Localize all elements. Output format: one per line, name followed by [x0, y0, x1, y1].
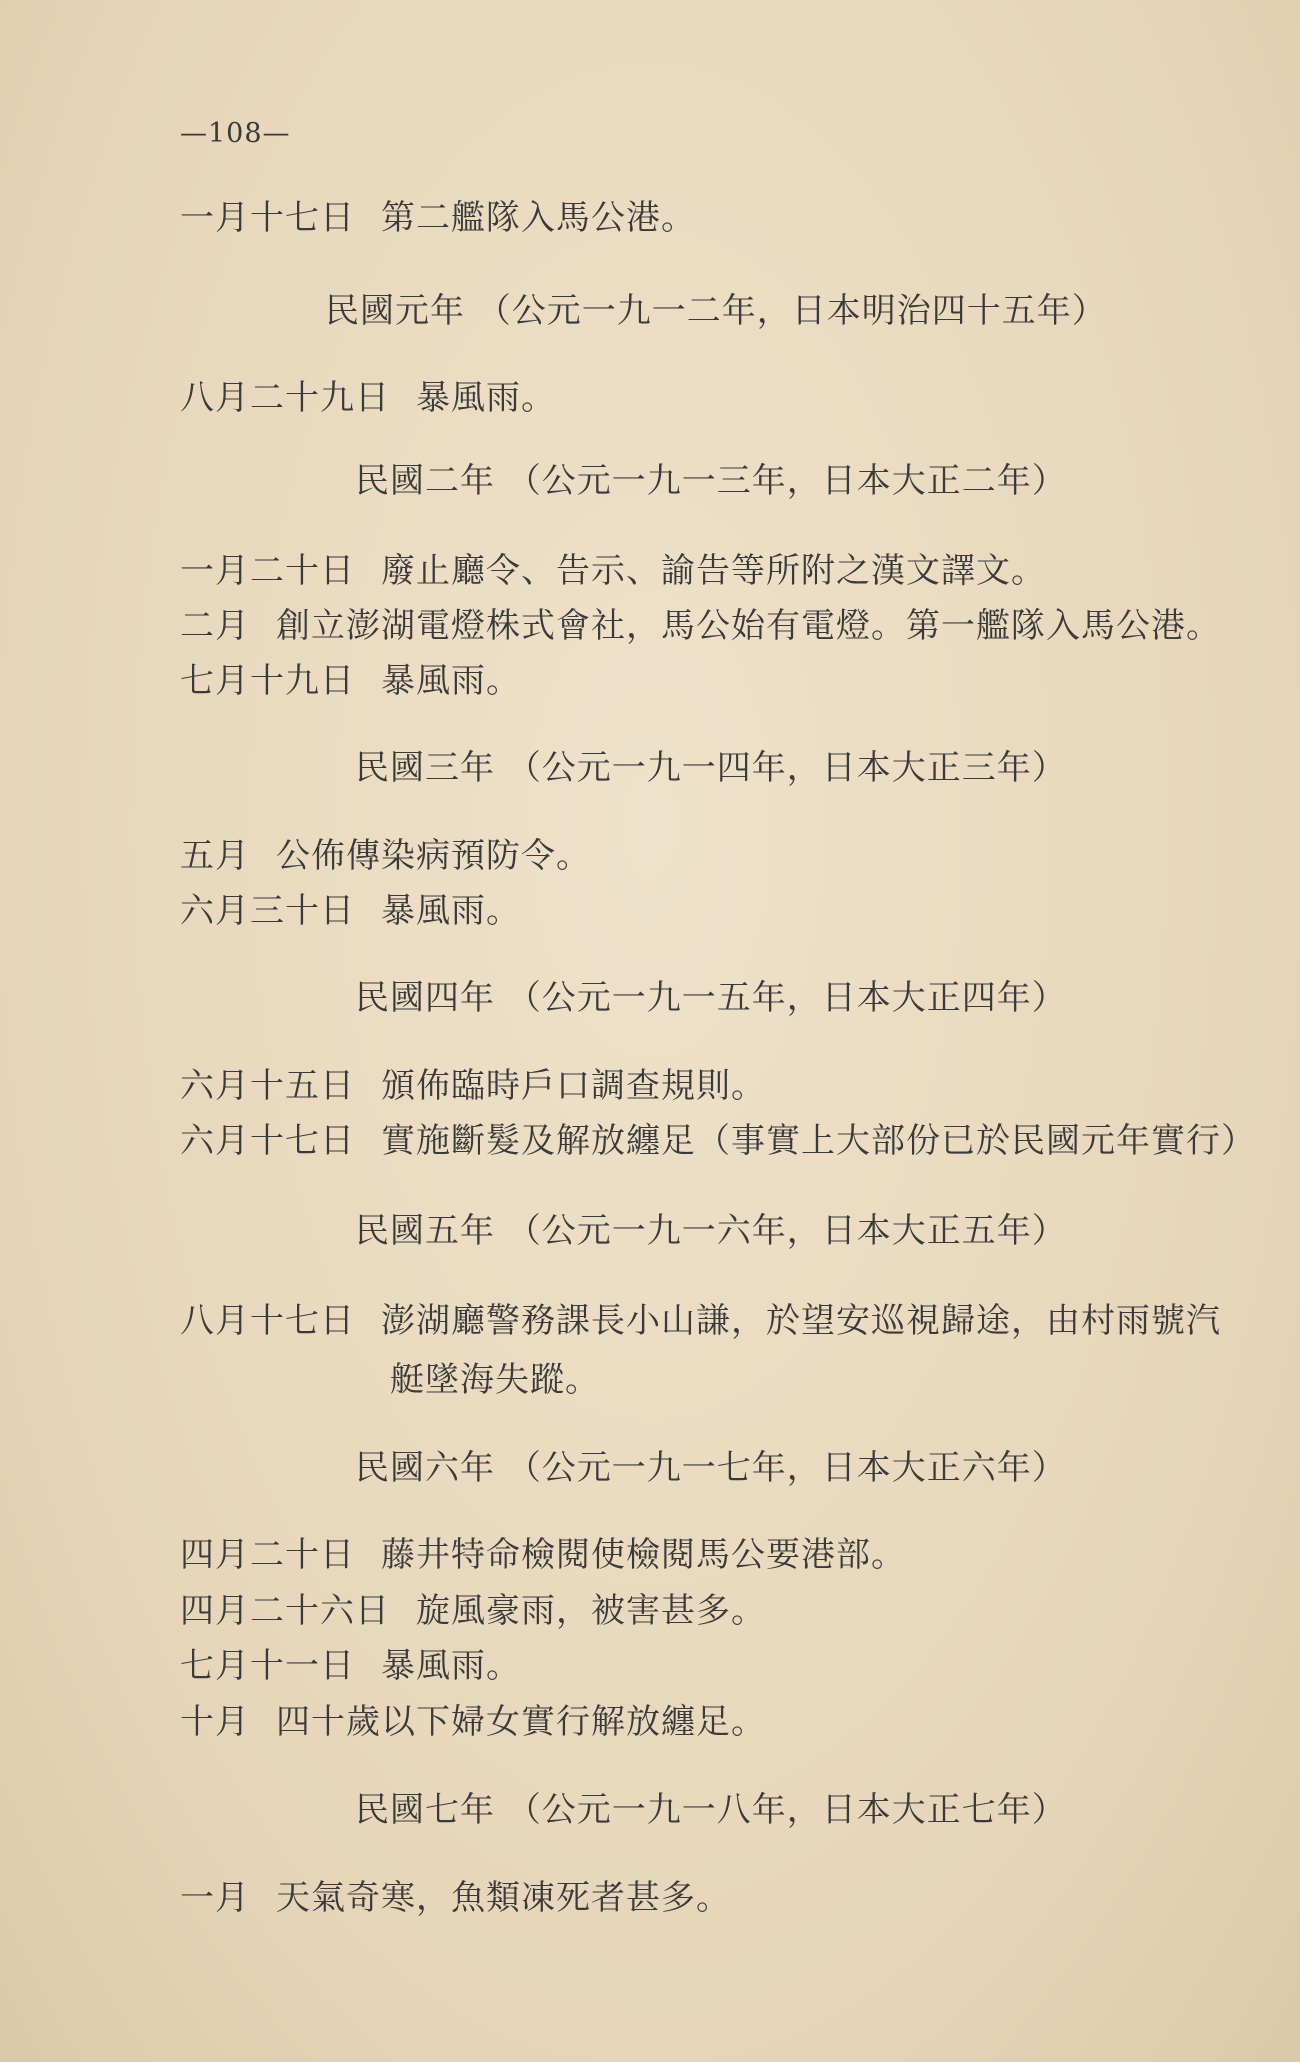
entry-text: 四十歲以下婦女實行解放纏足。 — [276, 1702, 766, 1742]
entry-date: 七月十九日 — [180, 661, 355, 701]
entry-text: 暴風雨。 — [381, 1646, 521, 1686]
entry-date: 一月十七日 — [180, 198, 355, 238]
entry-text: 實施斷髮及解放纏足（事實上大部份已於民國元年實行） — [381, 1121, 1256, 1161]
entry — [180, 1527, 906, 1576]
entry-text: 暴風雨。 — [381, 661, 521, 701]
entry-text: 旋風豪雨，被害甚多。 — [416, 1591, 766, 1631]
entry — [180, 1058, 766, 1107]
entry-text: 澎湖廳警務課長小山謙，於望安巡視歸途，由村雨號汽 — [381, 1301, 1221, 1341]
entry-text: 天氣奇寒，魚類凍死者甚多。 — [276, 1878, 731, 1918]
entry-date: 六月十五日 — [180, 1066, 355, 1106]
entry-date: 二月 — [180, 606, 250, 646]
year-heading: 民國六年 （公元一九一七年，日本大正六年） — [355, 1448, 1067, 1488]
year-heading: 民國七年 （公元一九一八年，日本大正七年） — [355, 1790, 1067, 1830]
entry-date: 六月十七日 — [180, 1121, 355, 1161]
entry — [180, 190, 696, 239]
entry — [180, 598, 1221, 647]
entry-text: 創立澎湖電燈株式會社，馬公始有電燈。第一艦隊入馬公港。 — [276, 606, 1221, 646]
entry — [180, 1870, 731, 1919]
entry-date: 十月 — [180, 1702, 250, 1742]
entry-date: 七月十一日 — [180, 1646, 355, 1686]
entry-text-continued: 艇墜海失蹤。 — [390, 1360, 600, 1400]
entry-date: 六月三十日 — [180, 891, 355, 931]
entry — [180, 883, 521, 932]
page-number: —108— — [180, 118, 291, 149]
year-heading: 民國三年 （公元一九一四年，日本大正三年） — [355, 748, 1067, 788]
entry — [180, 653, 521, 702]
entry — [180, 1638, 521, 1687]
entry — [180, 370, 556, 419]
entry — [180, 1293, 1221, 1342]
entry-text: 廢止廳令、告示、諭告等所附之漢文譯文。 — [381, 551, 1046, 591]
year-heading: 民國五年 （公元一九一六年，日本大正五年） — [355, 1211, 1067, 1251]
year-heading: 民國元年 （公元一九一二年，日本明治四十五年） — [325, 291, 1107, 331]
entry-text: 公佈傳染病預防令。 — [276, 836, 591, 876]
entry-date: 一月 — [180, 1878, 250, 1918]
entry-date: 五月 — [180, 836, 250, 876]
entry — [180, 1694, 766, 1743]
entry-date: 一月二十日 — [180, 551, 355, 591]
entry-text: 暴風雨。 — [381, 891, 521, 931]
year-heading: 民國二年 （公元一九一三年，日本大正二年） — [355, 461, 1067, 501]
entry-text: 藤井特命檢閱使檢閱馬公要港部。 — [381, 1535, 906, 1575]
entry-text: 頒佈臨時戶口調查規則。 — [381, 1066, 766, 1106]
entry-date: 四月二十日 — [180, 1535, 355, 1575]
entry-date: 八月十七日 — [180, 1301, 355, 1341]
entry — [180, 1113, 1256, 1162]
entry-text: 第二艦隊入馬公港。 — [381, 198, 696, 238]
entry-date: 四月二十六日 — [180, 1591, 390, 1631]
year-heading: 民國四年 （公元一九一五年，日本大正四年） — [355, 978, 1067, 1018]
entry — [180, 1583, 766, 1632]
entry-date: 八月二十九日 — [180, 378, 390, 418]
entry — [180, 543, 1046, 592]
entry-text: 暴風雨。 — [416, 378, 556, 418]
entry — [180, 828, 591, 877]
